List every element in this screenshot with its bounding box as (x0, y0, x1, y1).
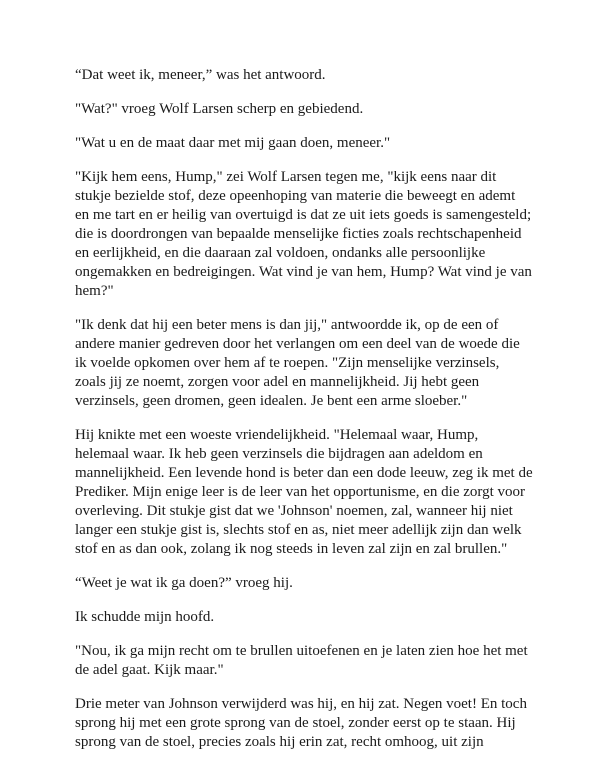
text-line: en me tart en er heilig van overtuigd is dat ze uit iets goeds is samengesteld; (75, 207, 532, 223)
text-line: ik voelde opkomen over hem af te roepen. "Zijn menselijke verzinsels, (75, 355, 500, 371)
paragraph (75, 100, 545, 119)
text-line: "Wat?" vroeg Wolf Larsen scherp en gebiedend. (75, 101, 364, 117)
text-line: overleving. Dit stukje gist dat we 'Johnson' noemen, zal, wanneer hij niet (75, 503, 513, 519)
text-line: “Dat weet ik, meneer,” was het antwoord. (75, 67, 326, 83)
text-line: andere manier gedreven door het verlangen om een deel van de woede die (75, 336, 520, 352)
text-line: stof en as dan ook, zolang ik nog steeds in leven zal zijn en zal brullen." (75, 541, 508, 557)
text-line: stukje bezielde stof, deze opeenhoping van materie die beweegt en ademt (75, 188, 516, 204)
paragraph (75, 426, 545, 559)
text-line: zoals jij ze noemt, zorgen voor adel en mannelijkheid. Jij hebt geen (75, 374, 480, 390)
text-line: sprong hij met een grote sprong van de stoel, zonder eerst op te staan. Hij (75, 715, 516, 731)
text-line: mannelijkheid. Een levende hond is beter dan een dode leeuw, zeg ik met de (75, 465, 533, 481)
paragraph (75, 608, 545, 627)
text-line: “Weet je wat ik ga doen?” vroeg hij. (75, 575, 293, 591)
text-line: Hij knikte met een woeste vriendelijkheid. "Helemaal waar, Hump, (75, 427, 479, 443)
text-line: Ik schudde mijn hoofd. (75, 609, 215, 625)
text-line: Drie meter van Johnson verwijderd was hij, en hij zat. Negen voet! En toch (75, 696, 527, 712)
paragraph (75, 574, 545, 593)
text-line: die is doordrongen van bepaalde menselijke ficties zoals rechtschapenheid (75, 226, 522, 242)
text-line: en eerlijkheid, en die daaraan zal voldoen, ondanks alle persoonlijke (75, 245, 486, 261)
text-line: "Wat u en de maat daar met mij gaan doen, meneer." (75, 135, 391, 151)
text-line: "Nou, ik ga mijn recht om te brullen uitoefenen en je laten zien hoe het met (75, 643, 528, 659)
text-line: "Ik denk dat hij een beter mens is dan jij," antwoordde ik, op de een of (75, 317, 499, 333)
text-line: sprong van de stoel, precies zoals hij erin zat, recht omhoog, uit zijn (75, 734, 484, 750)
paragraph (75, 642, 545, 680)
text-line: "Kijk hem eens, Hump," zei Wolf Larsen tegen me, "kijk eens naar dit (75, 169, 497, 185)
text-line: helemaal waar. Ik heb geen verzinsels die bijdragen aan adeldom en (75, 446, 483, 462)
text-line: verzinsels, geen dromen, geen idealen. Je bent een arme sloeber." (75, 393, 468, 409)
paragraph (75, 316, 545, 411)
text-line: Prediker. Mijn enige leer is de leer van het opportunisme, en die zorgt voor (75, 484, 526, 500)
paragraph (75, 134, 545, 153)
paragraph (75, 66, 545, 85)
text-line: hem?" (75, 283, 114, 299)
paragraph (75, 168, 545, 301)
text-line: langer een stukje gist is, slechts stof en as, niet meer adellijk zijn dan welk (75, 522, 522, 538)
text-line: ongemakken en bedreigingen. Wat vind je van hem, Hump? Wat vind je van (75, 264, 532, 280)
document-page (75, 66, 545, 767)
paragraph (75, 695, 545, 752)
text-line: de adel gaat. Kijk maar." (75, 662, 224, 678)
